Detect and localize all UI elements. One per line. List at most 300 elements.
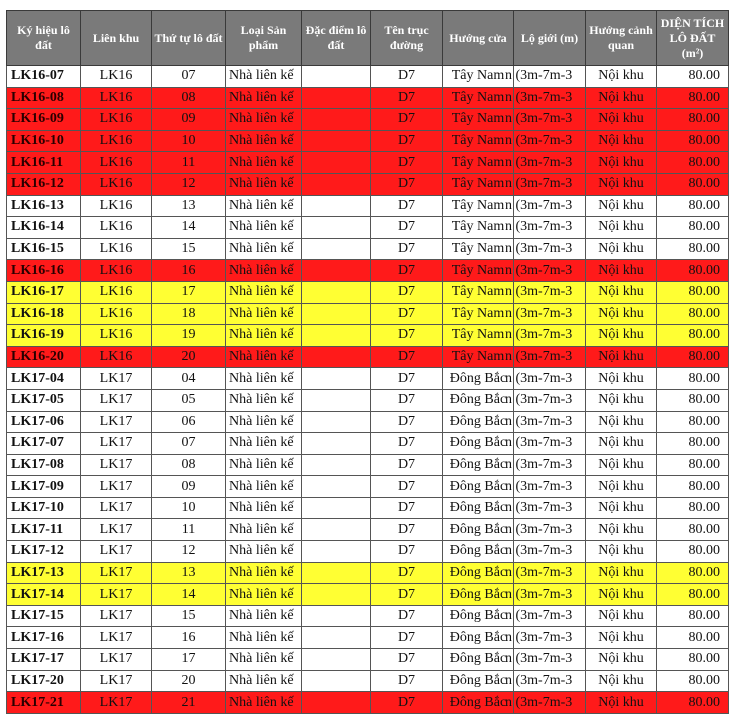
cell-lot-feature[interactable] — [302, 173, 371, 195]
cell-view-direction[interactable]: Nội khu — [586, 260, 657, 282]
cell-lot-order[interactable]: 14 — [152, 217, 226, 239]
cell-street[interactable]: D7 — [371, 195, 443, 217]
cell-road-width[interactable]: n (3m-7m-3 — [514, 238, 586, 260]
cell-lot-area[interactable]: 80.00 — [657, 303, 729, 325]
cell-door-direction[interactable]: Đông Bắc — [443, 562, 514, 584]
cell-lot-code[interactable]: LK16-14 — [7, 217, 81, 239]
cell-view-direction[interactable]: Nội khu — [586, 368, 657, 390]
cell-lot-area[interactable]: 80.00 — [657, 66, 729, 88]
cell-zone[interactable]: LK16 — [81, 195, 152, 217]
cell-door-direction[interactable]: Đông Bắc — [443, 368, 514, 390]
cell-lot-code[interactable]: LK17-16 — [7, 627, 81, 649]
cell-view-direction[interactable]: Nội khu — [586, 173, 657, 195]
cell-lot-order[interactable]: 19 — [152, 325, 226, 347]
cell-lot-order[interactable]: 20 — [152, 346, 226, 368]
cell-lot-code[interactable]: LK16-07 — [7, 66, 81, 88]
cell-lot-feature[interactable] — [302, 87, 371, 109]
cell-street[interactable]: D7 — [371, 692, 443, 714]
cell-street[interactable]: D7 — [371, 217, 443, 239]
cell-lot-code[interactable]: LK17-21 — [7, 692, 81, 714]
cell-street[interactable]: D7 — [371, 649, 443, 671]
cell-lot-feature[interactable] — [302, 238, 371, 260]
cell-view-direction[interactable]: Nội khu — [586, 433, 657, 455]
cell-lot-code[interactable]: LK16-13 — [7, 195, 81, 217]
table-row[interactable] — [7, 627, 729, 649]
cell-lot-feature[interactable] — [302, 411, 371, 433]
cell-lot-order[interactable]: 04 — [152, 368, 226, 390]
cell-lot-area[interactable]: 80.00 — [657, 497, 729, 519]
cell-zone[interactable]: LK16 — [81, 325, 152, 347]
cell-door-direction[interactable]: Tây Nam — [443, 152, 514, 174]
cell-view-direction[interactable]: Nội khu — [586, 325, 657, 347]
cell-door-direction[interactable]: Đông Bắc — [443, 605, 514, 627]
cell-street[interactable]: D7 — [371, 346, 443, 368]
cell-lot-area[interactable]: 80.00 — [657, 562, 729, 584]
cell-lot-area[interactable]: 80.00 — [657, 605, 729, 627]
cell-view-direction[interactable]: Nội khu — [586, 217, 657, 239]
cell-zone[interactable]: LK17 — [81, 649, 152, 671]
cell-street[interactable]: D7 — [371, 519, 443, 541]
cell-street[interactable]: D7 — [371, 497, 443, 519]
header-lot-code[interactable]: Ký hiệu lô đất — [7, 11, 81, 66]
cell-lot-code[interactable]: LK17-17 — [7, 649, 81, 671]
cell-lot-area[interactable]: 80.00 — [657, 584, 729, 606]
cell-lot-feature[interactable] — [302, 454, 371, 476]
header-door-direction[interactable]: Hướng cửa — [443, 11, 514, 66]
cell-product-type[interactable]: Nhà liên kế — [226, 281, 302, 303]
cell-lot-area[interactable]: 80.00 — [657, 519, 729, 541]
cell-road-width[interactable]: n (3m-7m-3 — [514, 584, 586, 606]
table-row[interactable] — [7, 281, 729, 303]
cell-zone[interactable]: LK17 — [81, 627, 152, 649]
cell-view-direction[interactable]: Nội khu — [586, 346, 657, 368]
cell-lot-order[interactable]: 13 — [152, 562, 226, 584]
cell-door-direction[interactable]: Đông Bắc — [443, 627, 514, 649]
cell-street[interactable]: D7 — [371, 584, 443, 606]
cell-lot-feature[interactable] — [302, 217, 371, 239]
cell-lot-area[interactable]: 80.00 — [657, 670, 729, 692]
cell-lot-order[interactable]: 11 — [152, 152, 226, 174]
cell-lot-area[interactable]: 80.00 — [657, 476, 729, 498]
cell-street[interactable]: D7 — [371, 605, 443, 627]
cell-lot-area[interactable]: 80.00 — [657, 433, 729, 455]
cell-lot-feature[interactable] — [302, 303, 371, 325]
cell-zone[interactable]: LK16 — [81, 303, 152, 325]
table-row[interactable] — [7, 584, 729, 606]
cell-zone[interactable]: LK16 — [81, 217, 152, 239]
cell-zone[interactable]: LK16 — [81, 173, 152, 195]
cell-road-width[interactable]: n (3m-7m-3 — [514, 497, 586, 519]
cell-product-type[interactable]: Nhà liên kế — [226, 497, 302, 519]
cell-lot-code[interactable]: LK17-09 — [7, 476, 81, 498]
cell-lot-code[interactable]: LK17-07 — [7, 433, 81, 455]
cell-door-direction[interactable]: Tây Nam — [443, 238, 514, 260]
cell-lot-area[interactable]: 80.00 — [657, 109, 729, 131]
cell-view-direction[interactable]: Nội khu — [586, 649, 657, 671]
cell-road-width[interactable]: n (3m-7m-3 — [514, 476, 586, 498]
table-row[interactable] — [7, 66, 729, 88]
cell-zone[interactable]: LK17 — [81, 476, 152, 498]
cell-zone[interactable]: LK17 — [81, 670, 152, 692]
cell-lot-code[interactable]: LK17-20 — [7, 670, 81, 692]
cell-view-direction[interactable]: Nội khu — [586, 670, 657, 692]
cell-lot-feature[interactable] — [302, 433, 371, 455]
cell-door-direction[interactable]: Đông Bắc — [443, 670, 514, 692]
cell-road-width[interactable]: n (3m-7m-3 — [514, 519, 586, 541]
cell-street[interactable]: D7 — [371, 87, 443, 109]
cell-road-width[interactable]: n (3m-7m-3 — [514, 433, 586, 455]
cell-lot-area[interactable]: 80.00 — [657, 173, 729, 195]
cell-lot-code[interactable]: LK17-15 — [7, 605, 81, 627]
cell-lot-feature[interactable] — [302, 152, 371, 174]
cell-door-direction[interactable]: Đông Bắc — [443, 584, 514, 606]
cell-product-type[interactable]: Nhà liên kế — [226, 152, 302, 174]
cell-lot-code[interactable]: LK17-04 — [7, 368, 81, 390]
cell-lot-order[interactable]: 16 — [152, 260, 226, 282]
cell-door-direction[interactable]: Tây Nam — [443, 173, 514, 195]
cell-door-direction[interactable]: Tây Nam — [443, 260, 514, 282]
table-row[interactable] — [7, 411, 729, 433]
cell-zone[interactable]: LK16 — [81, 260, 152, 282]
cell-zone[interactable]: LK16 — [81, 281, 152, 303]
cell-door-direction[interactable]: Tây Nam — [443, 281, 514, 303]
cell-zone[interactable]: LK17 — [81, 433, 152, 455]
cell-lot-feature[interactable] — [302, 130, 371, 152]
cell-street[interactable]: D7 — [371, 627, 443, 649]
cell-lot-area[interactable]: 80.00 — [657, 217, 729, 239]
cell-street[interactable]: D7 — [371, 476, 443, 498]
cell-product-type[interactable]: Nhà liên kế — [226, 66, 302, 88]
cell-door-direction[interactable]: Tây Nam — [443, 217, 514, 239]
cell-view-direction[interactable]: Nội khu — [586, 541, 657, 563]
cell-view-direction[interactable]: Nội khu — [586, 454, 657, 476]
cell-view-direction[interactable]: Nội khu — [586, 562, 657, 584]
table-row[interactable] — [7, 670, 729, 692]
table-row[interactable] — [7, 497, 729, 519]
cell-product-type[interactable]: Nhà liên kế — [226, 325, 302, 347]
cell-product-type[interactable]: Nhà liên kế — [226, 109, 302, 131]
cell-product-type[interactable]: Nhà liên kế — [226, 541, 302, 563]
cell-lot-feature[interactable] — [302, 389, 371, 411]
cell-lot-area[interactable]: 80.00 — [657, 649, 729, 671]
cell-view-direction[interactable]: Nội khu — [586, 389, 657, 411]
cell-street[interactable]: D7 — [371, 562, 443, 584]
cell-view-direction[interactable]: Nội khu — [586, 411, 657, 433]
cell-door-direction[interactable]: Tây Nam — [443, 109, 514, 131]
cell-lot-code[interactable]: LK16-19 — [7, 325, 81, 347]
table-row[interactable] — [7, 325, 729, 347]
cell-lot-area[interactable]: 80.00 — [657, 692, 729, 714]
cell-zone[interactable]: LK17 — [81, 562, 152, 584]
cell-zone[interactable]: LK16 — [81, 238, 152, 260]
cell-product-type[interactable]: Nhà liên kế — [226, 562, 302, 584]
cell-product-type[interactable]: Nhà liên kế — [226, 303, 302, 325]
cell-street[interactable]: D7 — [371, 238, 443, 260]
cell-road-width[interactable]: n (3m-7m-3 — [514, 541, 586, 563]
cell-lot-code[interactable]: LK17-14 — [7, 584, 81, 606]
cell-product-type[interactable]: Nhà liên kế — [226, 649, 302, 671]
cell-product-type[interactable]: Nhà liên kế — [226, 519, 302, 541]
header-lot-order[interactable]: Thứ tự lô đất — [152, 11, 226, 66]
cell-door-direction[interactable]: Đông Bắc — [443, 411, 514, 433]
cell-road-width[interactable]: n (3m-7m-3 — [514, 217, 586, 239]
cell-zone[interactable]: LK16 — [81, 66, 152, 88]
cell-road-width[interactable]: n (3m-7m-3 — [514, 627, 586, 649]
cell-lot-order[interactable]: 21 — [152, 692, 226, 714]
cell-zone[interactable]: LK16 — [81, 87, 152, 109]
cell-view-direction[interactable]: Nội khu — [586, 152, 657, 174]
cell-door-direction[interactable]: Đông Bắc — [443, 389, 514, 411]
cell-door-direction[interactable]: Đông Bắc — [443, 476, 514, 498]
cell-street[interactable]: D7 — [371, 109, 443, 131]
cell-door-direction[interactable]: Tây Nam — [443, 346, 514, 368]
cell-lot-area[interactable]: 80.00 — [657, 541, 729, 563]
cell-view-direction[interactable]: Nội khu — [586, 66, 657, 88]
cell-zone[interactable]: LK17 — [81, 411, 152, 433]
cell-view-direction[interactable]: Nội khu — [586, 605, 657, 627]
cell-lot-area[interactable]: 80.00 — [657, 260, 729, 282]
cell-lot-order[interactable]: 20 — [152, 670, 226, 692]
header-road-width[interactable]: Lộ giới (m) — [514, 11, 586, 66]
cell-road-width[interactable]: n (3m-7m-3 — [514, 389, 586, 411]
cell-view-direction[interactable]: Nội khu — [586, 130, 657, 152]
cell-road-width[interactable]: n (3m-7m-3 — [514, 281, 586, 303]
cell-street[interactable]: D7 — [371, 303, 443, 325]
header-street[interactable]: Tên trục đường — [371, 11, 443, 66]
cell-lot-area[interactable]: 80.00 — [657, 87, 729, 109]
cell-lot-code[interactable]: LK16-08 — [7, 87, 81, 109]
cell-road-width[interactable]: n (3m-7m-3 — [514, 454, 586, 476]
cell-lot-order[interactable]: 13 — [152, 195, 226, 217]
cell-lot-area[interactable]: 80.00 — [657, 454, 729, 476]
cell-lot-area[interactable]: 80.00 — [657, 325, 729, 347]
cell-lot-order[interactable]: 18 — [152, 303, 226, 325]
cell-product-type[interactable]: Nhà liên kế — [226, 130, 302, 152]
cell-lot-feature[interactable] — [302, 281, 371, 303]
cell-zone[interactable]: LK17 — [81, 389, 152, 411]
cell-lot-order[interactable]: 08 — [152, 87, 226, 109]
cell-lot-feature[interactable] — [302, 670, 371, 692]
cell-door-direction[interactable]: Tây Nam — [443, 66, 514, 88]
cell-lot-feature[interactable] — [302, 109, 371, 131]
cell-lot-area[interactable]: 80.00 — [657, 130, 729, 152]
cell-view-direction[interactable]: Nội khu — [586, 303, 657, 325]
cell-lot-code[interactable]: LK17-12 — [7, 541, 81, 563]
cell-product-type[interactable]: Nhà liên kế — [226, 368, 302, 390]
table-row[interactable] — [7, 173, 729, 195]
cell-product-type[interactable]: Nhà liên kế — [226, 605, 302, 627]
cell-zone[interactable]: LK17 — [81, 541, 152, 563]
cell-street[interactable]: D7 — [371, 66, 443, 88]
cell-lot-code[interactable]: LK16-09 — [7, 109, 81, 131]
cell-lot-order[interactable]: 11 — [152, 519, 226, 541]
cell-road-width[interactable]: n (3m-7m-3 — [514, 173, 586, 195]
cell-lot-order[interactable]: 10 — [152, 130, 226, 152]
cell-zone[interactable]: LK17 — [81, 692, 152, 714]
cell-road-width[interactable]: n (3m-7m-3 — [514, 368, 586, 390]
cell-lot-order[interactable]: 09 — [152, 476, 226, 498]
header-lot-area[interactable]: DIỆN TÍCH LÔ ĐẤT (m²) — [657, 11, 729, 66]
cell-road-width[interactable]: n (3m-7m-3 — [514, 670, 586, 692]
table-row[interactable] — [7, 454, 729, 476]
cell-view-direction[interactable]: Nội khu — [586, 109, 657, 131]
cell-view-direction[interactable]: Nội khu — [586, 281, 657, 303]
cell-zone[interactable]: LK16 — [81, 130, 152, 152]
cell-lot-code[interactable]: LK16-10 — [7, 130, 81, 152]
cell-street[interactable]: D7 — [371, 411, 443, 433]
table-row[interactable] — [7, 476, 729, 498]
cell-lot-feature[interactable] — [302, 346, 371, 368]
cell-lot-area[interactable]: 80.00 — [657, 152, 729, 174]
cell-road-width[interactable]: n (3m-7m-3 — [514, 692, 586, 714]
cell-lot-feature[interactable] — [302, 476, 371, 498]
table-row[interactable] — [7, 109, 729, 131]
cell-road-width[interactable]: n (3m-7m-3 — [514, 605, 586, 627]
cell-product-type[interactable]: Nhà liên kế — [226, 217, 302, 239]
cell-door-direction[interactable]: Đông Bắc — [443, 649, 514, 671]
cell-street[interactable]: D7 — [371, 368, 443, 390]
cell-zone[interactable]: LK17 — [81, 454, 152, 476]
cell-lot-code[interactable]: LK17-13 — [7, 562, 81, 584]
cell-lot-feature[interactable] — [302, 649, 371, 671]
cell-road-width[interactable]: n (3m-7m-3 — [514, 303, 586, 325]
table-row[interactable] — [7, 303, 729, 325]
cell-lot-code[interactable]: LK16-12 — [7, 173, 81, 195]
cell-zone[interactable]: LK16 — [81, 109, 152, 131]
cell-lot-code[interactable]: LK16-18 — [7, 303, 81, 325]
cell-lot-area[interactable]: 80.00 — [657, 195, 729, 217]
cell-road-width[interactable]: n (3m-7m-3 — [514, 109, 586, 131]
table-row[interactable] — [7, 217, 729, 239]
cell-lot-feature[interactable] — [302, 692, 371, 714]
cell-lot-order[interactable]: 17 — [152, 281, 226, 303]
table-row[interactable] — [7, 649, 729, 671]
cell-road-width[interactable]: n (3m-7m-3 — [514, 325, 586, 347]
cell-lot-feature[interactable] — [302, 562, 371, 584]
cell-lot-code[interactable]: LK17-06 — [7, 411, 81, 433]
cell-zone[interactable]: LK17 — [81, 605, 152, 627]
cell-product-type[interactable]: Nhà liên kế — [226, 238, 302, 260]
table-row[interactable] — [7, 605, 729, 627]
cell-street[interactable]: D7 — [371, 541, 443, 563]
cell-lot-code[interactable]: LK17-11 — [7, 519, 81, 541]
cell-lot-feature[interactable] — [302, 66, 371, 88]
cell-lot-order[interactable]: 14 — [152, 584, 226, 606]
cell-lot-feature[interactable] — [302, 497, 371, 519]
cell-door-direction[interactable]: Đông Bắc — [443, 433, 514, 455]
table-row[interactable] — [7, 346, 729, 368]
header-view-direction[interactable]: Hướng cảnh quan — [586, 11, 657, 66]
table-row[interactable] — [7, 152, 729, 174]
cell-door-direction[interactable]: Đông Bắc — [443, 497, 514, 519]
cell-product-type[interactable]: Nhà liên kế — [226, 454, 302, 476]
cell-lot-order[interactable]: 07 — [152, 66, 226, 88]
cell-view-direction[interactable]: Nội khu — [586, 627, 657, 649]
cell-lot-area[interactable]: 80.00 — [657, 238, 729, 260]
cell-lot-feature[interactable] — [302, 584, 371, 606]
cell-product-type[interactable]: Nhà liên kế — [226, 411, 302, 433]
cell-road-width[interactable]: n (3m-7m-3 — [514, 130, 586, 152]
cell-view-direction[interactable]: Nội khu — [586, 497, 657, 519]
cell-road-width[interactable]: n (3m-7m-3 — [514, 66, 586, 88]
cell-lot-code[interactable]: LK17-05 — [7, 389, 81, 411]
cell-lot-feature[interactable] — [302, 605, 371, 627]
cell-street[interactable]: D7 — [371, 325, 443, 347]
cell-view-direction[interactable]: Nội khu — [586, 692, 657, 714]
table-row[interactable] — [7, 87, 729, 109]
cell-product-type[interactable]: Nhà liên kế — [226, 87, 302, 109]
cell-product-type[interactable]: Nhà liên kế — [226, 627, 302, 649]
cell-lot-code[interactable]: LK17-10 — [7, 497, 81, 519]
cell-lot-feature[interactable] — [302, 195, 371, 217]
cell-lot-order[interactable]: 07 — [152, 433, 226, 455]
cell-product-type[interactable]: Nhà liên kế — [226, 692, 302, 714]
cell-lot-order[interactable]: 08 — [152, 454, 226, 476]
table-row[interactable] — [7, 195, 729, 217]
cell-lot-area[interactable]: 80.00 — [657, 368, 729, 390]
cell-street[interactable]: D7 — [371, 152, 443, 174]
cell-lot-order[interactable]: 17 — [152, 649, 226, 671]
cell-door-direction[interactable]: Tây Nam — [443, 130, 514, 152]
cell-door-direction[interactable]: Đông Bắc — [443, 454, 514, 476]
cell-lot-feature[interactable] — [302, 260, 371, 282]
cell-street[interactable]: D7 — [371, 433, 443, 455]
cell-lot-order[interactable]: 06 — [152, 411, 226, 433]
header-lot-feature[interactable]: Đặc điểm lô đất — [302, 11, 371, 66]
cell-lot-code[interactable]: LK17-08 — [7, 454, 81, 476]
cell-zone[interactable]: LK17 — [81, 519, 152, 541]
cell-door-direction[interactable]: Tây Nam — [443, 325, 514, 347]
table-row[interactable] — [7, 389, 729, 411]
table-row[interactable] — [7, 562, 729, 584]
cell-product-type[interactable]: Nhà liên kế — [226, 389, 302, 411]
cell-lot-code[interactable]: LK16-15 — [7, 238, 81, 260]
cell-view-direction[interactable]: Nội khu — [586, 195, 657, 217]
table-row[interactable] — [7, 519, 729, 541]
cell-lot-feature[interactable] — [302, 627, 371, 649]
cell-road-width[interactable]: n (3m-7m-3 — [514, 562, 586, 584]
cell-product-type[interactable]: Nhà liên kế — [226, 195, 302, 217]
cell-lot-area[interactable]: 80.00 — [657, 627, 729, 649]
cell-lot-order[interactable]: 12 — [152, 541, 226, 563]
cell-product-type[interactable]: Nhà liên kế — [226, 260, 302, 282]
cell-road-width[interactable]: n (3m-7m-3 — [514, 649, 586, 671]
cell-lot-feature[interactable] — [302, 519, 371, 541]
cell-product-type[interactable]: Nhà liên kế — [226, 433, 302, 455]
cell-door-direction[interactable]: Đông Bắc — [443, 541, 514, 563]
cell-lot-code[interactable]: LK16-11 — [7, 152, 81, 174]
cell-street[interactable]: D7 — [371, 130, 443, 152]
table-row[interactable] — [7, 433, 729, 455]
cell-lot-area[interactable]: 80.00 — [657, 411, 729, 433]
cell-door-direction[interactable]: Tây Nam — [443, 195, 514, 217]
cell-lot-feature[interactable] — [302, 541, 371, 563]
cell-door-direction[interactable]: Đông Bắc — [443, 519, 514, 541]
cell-lot-order[interactable]: 12 — [152, 173, 226, 195]
cell-lot-order[interactable]: 16 — [152, 627, 226, 649]
header-zone[interactable]: Liên khu — [81, 11, 152, 66]
cell-lot-feature[interactable] — [302, 325, 371, 347]
cell-lot-order[interactable]: 09 — [152, 109, 226, 131]
cell-road-width[interactable]: n (3m-7m-3 — [514, 195, 586, 217]
cell-lot-code[interactable]: LK16-17 — [7, 281, 81, 303]
cell-street[interactable]: D7 — [371, 281, 443, 303]
cell-lot-area[interactable]: 80.00 — [657, 281, 729, 303]
cell-street[interactable]: D7 — [371, 389, 443, 411]
table-row[interactable] — [7, 368, 729, 390]
cell-product-type[interactable]: Nhà liên kế — [226, 670, 302, 692]
cell-lot-order[interactable]: 15 — [152, 238, 226, 260]
